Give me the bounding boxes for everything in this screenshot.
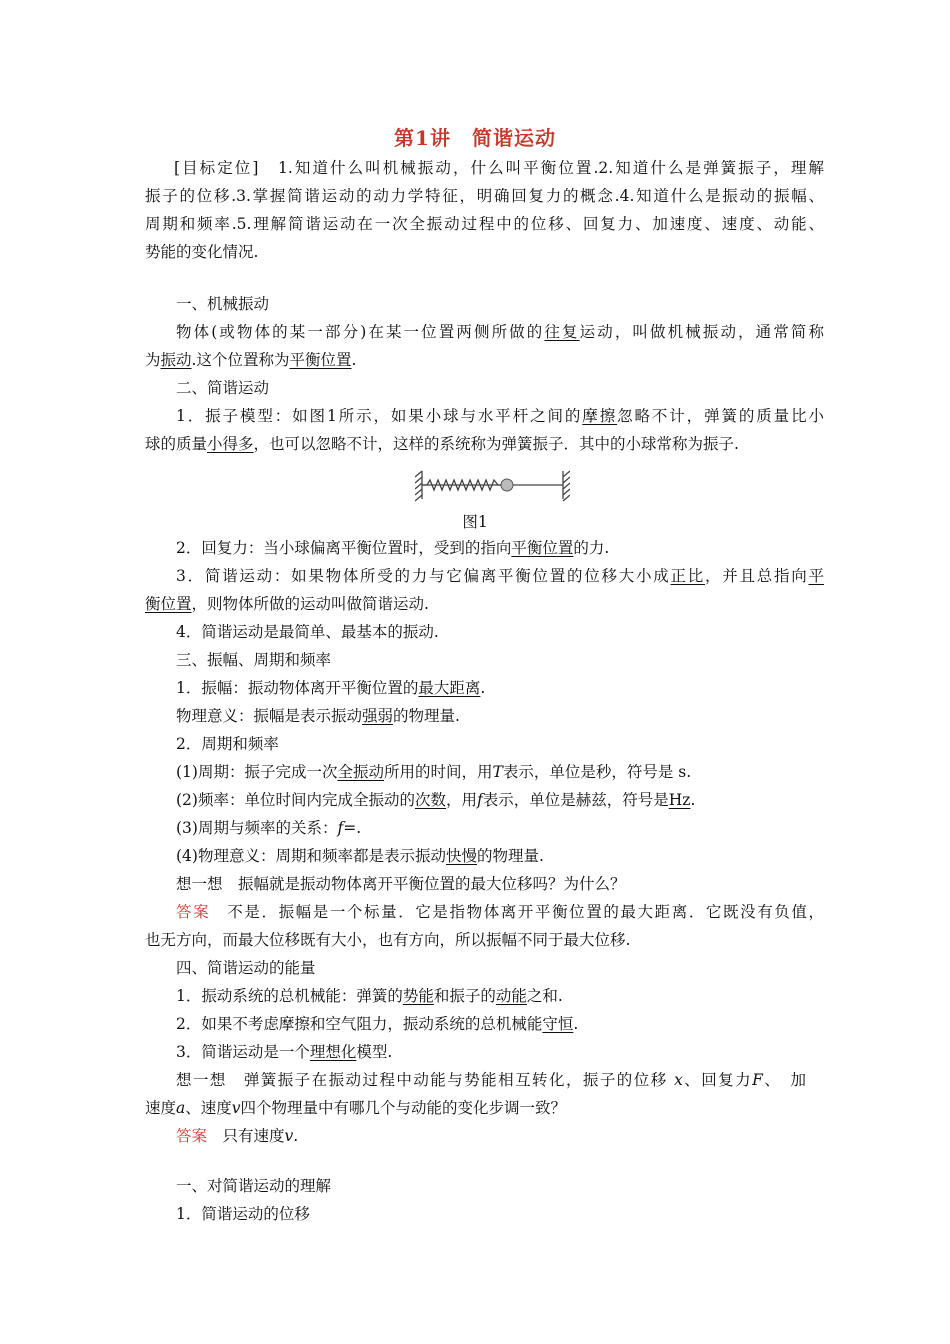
paragraph-line: (1)周期：振子完成一次全振动所用的时间，用T表示，单位是秒，符号是 s.: [176, 763, 692, 781]
fill-in-answer: 平衡位置: [289, 351, 352, 369]
fill-in-answer: 振动: [160, 351, 192, 369]
paragraph-line: 3．简谐运动是一个理想化模型.: [176, 1043, 393, 1061]
fill-in-answer: 守恒: [542, 1015, 574, 1033]
answer-label: 答案: [176, 903, 211, 921]
fill-in-answer: 最大距离: [418, 679, 481, 697]
paragraph-line: 物理意义：振幅是表示振动强弱的物理量.: [176, 707, 460, 725]
paragraph-line: 1．振动系统的总机械能：弹簧的势能和振子的动能之和.: [176, 987, 563, 1005]
paragraph-line: (4)物理意义：周期和频率都是表示振动快慢的物理量.: [176, 847, 544, 865]
answer-label: 答案: [176, 1127, 208, 1145]
objectives-line-4: 势能的变化情况.: [145, 243, 259, 261]
page-title: 第1讲 简谐运动: [394, 126, 556, 150]
paragraph-line: 物体(或物体的某一部分)在某一位置两侧所做的往复运动，叫做机械振动，通常简称: [176, 323, 824, 341]
figure-caption: 图1: [462, 513, 488, 531]
think-question: 速度a、速度v四个物理量中有哪几个与动能的变化步调一致？: [145, 1099, 567, 1117]
fill-in-answer: Hz: [668, 791, 691, 809]
fill-in-answer: 正比: [670, 567, 705, 585]
paragraph-line: 2．如果不考虑摩擦和空气阻力，振动系统的总机械能守恒.: [176, 1015, 579, 1033]
oscillator-ball: [501, 479, 513, 491]
fill-in-answer: 平: [808, 567, 824, 585]
fill-in-answer: 理想化: [309, 1043, 357, 1061]
fill-in-answer: 平衡位置: [511, 539, 574, 557]
objectives-line-3: 周期和频率.5.理解简谐运动在一次全振动过程中的位移、回复力、加速度、速度、动能、: [145, 215, 824, 233]
answer-line: 也无方向，而最大位移既有大小，也有方向，所以振幅不同于最大位移.: [145, 931, 631, 949]
section-heading-shm: 二、简谐运动: [176, 379, 270, 397]
paragraph-line: 为振动.这个位置称为平衡位置.: [145, 351, 357, 369]
fill-in-answer: 小得多: [207, 435, 254, 453]
paragraph-line: 4．简谐运动是最简单、最基本的振动.: [176, 623, 439, 641]
fill-in-answer: 快慢: [445, 847, 477, 865]
section-heading-amplitude-period-frequency: 三、振幅、周期和频率: [176, 651, 332, 669]
fill-in-answer: 动能: [495, 987, 527, 1005]
section-heading-energy: 四、简谐运动的能量: [176, 959, 316, 977]
fill-in-answer: 强弱: [362, 707, 394, 725]
fill-in-answer: 往复: [544, 323, 580, 341]
think-question: 想一想 弹簧振子在振动过程中动能与势能相互转化，振子的位移 x、回复力F、 加: [176, 1071, 806, 1089]
section-heading-understanding-shm: 一、对简谐运动的理解: [176, 1177, 332, 1195]
spring-oscillator-figure: [415, 468, 570, 502]
fill-in-answer: 摩擦: [582, 407, 618, 425]
fill-in-answer: 势能: [402, 987, 434, 1005]
paragraph-line: (3)周期与频率的关系：f=.: [176, 819, 362, 837]
paragraph-line: 1．振幅：振动物体离开平衡位置的最大距离.: [176, 679, 486, 697]
paragraph-line: 2．回复力：当小球偏离平衡位置时，受到的指向平衡位置的力.: [176, 539, 610, 557]
paragraph-line: 衡位置，则物体所做的运动叫做简谐运动.: [145, 595, 429, 613]
think-question: 想一想 振幅就是振动物体离开平衡位置的最大位移吗？为什么？: [176, 875, 626, 893]
fill-in-answer: 全振动: [337, 763, 384, 781]
objectives-line-2: 振子的位移.3.掌握简谐运动的动力学特征，明确回复力的概念.4.知道什么是振动的振幅、: [145, 187, 824, 205]
paragraph-line: 1．简谐运动的位移: [176, 1205, 310, 1223]
fill-in-answer: 次数: [414, 791, 446, 809]
paragraph-line: 球的质量小得多，也可以忽略不计，这样的系统称为弹簧振子．其中的小球常称为振子.: [145, 435, 739, 453]
objectives-line-1: [目标定位] 1.知道什么叫机械振动，什么叫平衡位置.2.知道什么是弹簧振子，理解: [174, 159, 824, 177]
section-heading-mechanical-vibration: 一、机械振动: [176, 295, 270, 313]
answer-line: 答案 只有速度v.: [176, 1127, 299, 1145]
paragraph-line: (2)频率：单位时间内完成全振动的次数，用f表示，单位是赫兹，符号是Hz.: [176, 791, 696, 809]
fill-in-answer: 衡位置: [145, 595, 192, 613]
answer-line: 答案 不是．振幅是一个标量．它是指物体离开平衡位置的最大距离．它既没有负值，: [176, 903, 824, 921]
paragraph-line: 3．简谐运动：如果物体所受的力与它偏离平衡位置的位移大小成正比，并且总指向平: [176, 567, 824, 585]
paragraph-line: 2．周期和频率: [176, 735, 279, 753]
paragraph-line: 1．振子模型：如图1所示，如果小球与水平杆之间的摩擦忽略不计，弹簧的质量比小: [176, 407, 824, 425]
